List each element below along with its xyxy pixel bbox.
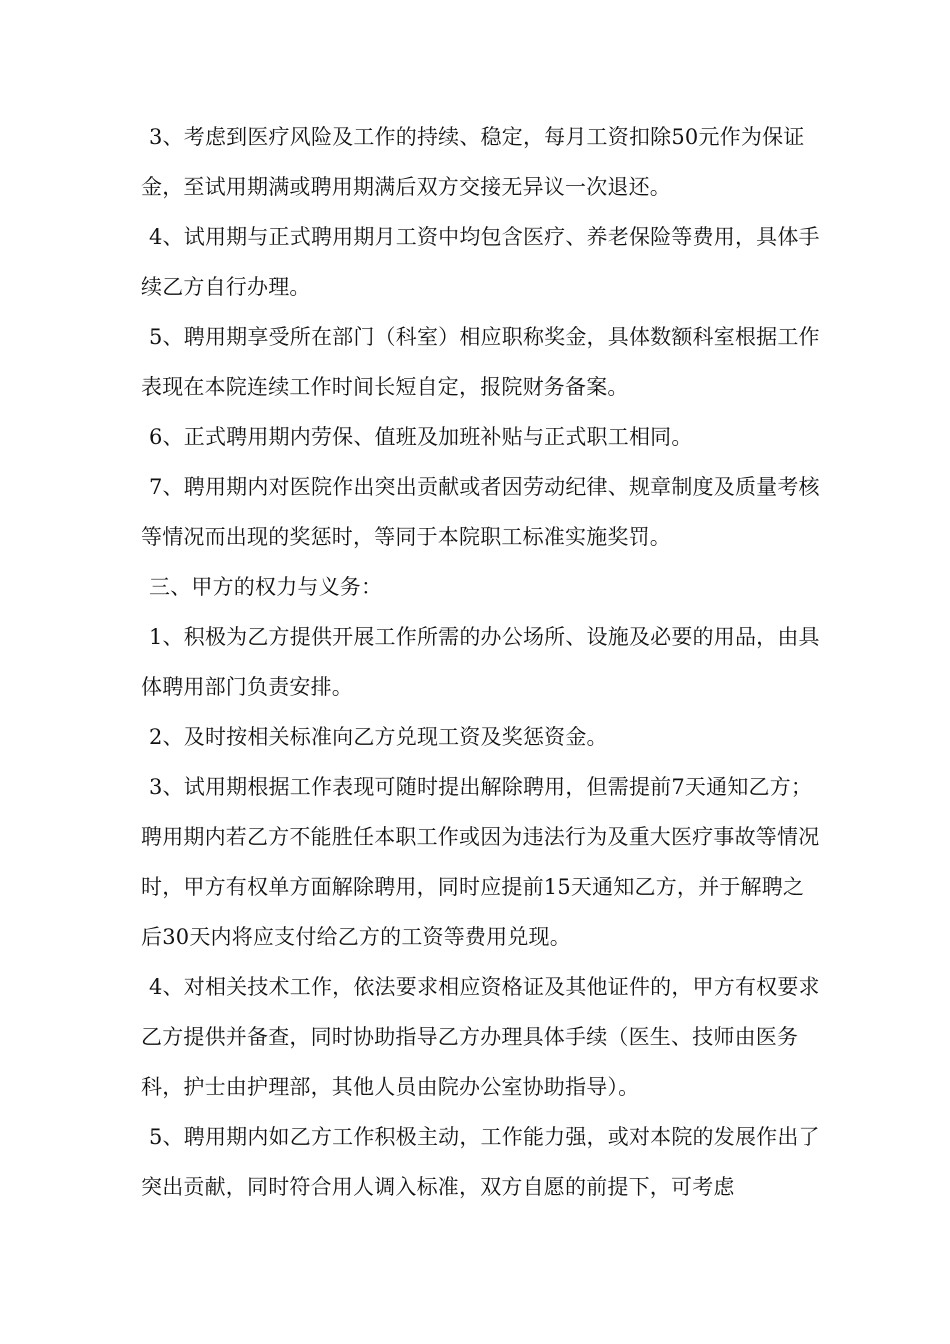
party-a-clause-5: 5、聘用期内如乙方工作积极主动，工作能力强，或对本院的发展作出了突出贡献，同时符合用人调入标准，双方自愿的前提下，可考虑 xyxy=(141,1125,820,1199)
party-a-clause-1: 1、积极为乙方提供开展工作所需的办公场所、设施及必要的用品，由具体聘用部门负责安排。 xyxy=(141,625,820,699)
clause-7-rewards: 7、聘用期内对医院作出突出贡献或者因劳动纪律、规章制度及质量考核等情况而出现的奖惩时，等同于本院职工标准实施奖罚。 xyxy=(141,475,820,549)
clause-5-bonus: 5、聘用期享受所在部门（科室）相应职称奖金，具体数额科室根据工作表现在本院连续工作时间长短自定，报院财务备案。 xyxy=(141,325,820,399)
document-body xyxy=(141,112,821,1212)
clause-4-insurance: 4、试用期与正式聘用期月工资中均包含医疗、养老保险等费用，具体手续乙方自行办理。 xyxy=(141,225,820,299)
party-a-clause-2: 2、及时按相关标准向乙方兑现工资及奖惩资金。 xyxy=(149,725,608,749)
section-heading-party-a: 三、甲方的权力与义务： xyxy=(149,575,383,599)
party-a-clause-4: 4、对相关技术工作，依法要求相应资格证及其他证件的，甲方有权要求乙方提供并备查，同时协助指导乙方办理具体手续（医生、技师由医务科，护士由护理部，其他人员由院办公室协助指导）。 xyxy=(141,975,820,1099)
clause-6-subsidy: 6、正式聘用期内劳保、值班及加班补贴与正式职工相同。 xyxy=(149,425,693,449)
party-a-clause-3: 3、试用期根据工作表现可随时提出解除聘用，但需提前7天通知乙方；聘用期内若乙方不能胜任本职工作或因为违法行为及重大医疗事故等情况时，甲方有权单方面解除聘用，同时应提前15天通知乙方，并于解聘之后30天内将应支付给乙方的工资等费用兑现。 xyxy=(141,775,820,949)
clause-3-deposit: 3、考虑到医疗风险及工作的持续、稳定，每月工资扣除50元作为保证金，至试用期满或聘用期满后双方交接无异议一次退还。 xyxy=(141,125,805,199)
